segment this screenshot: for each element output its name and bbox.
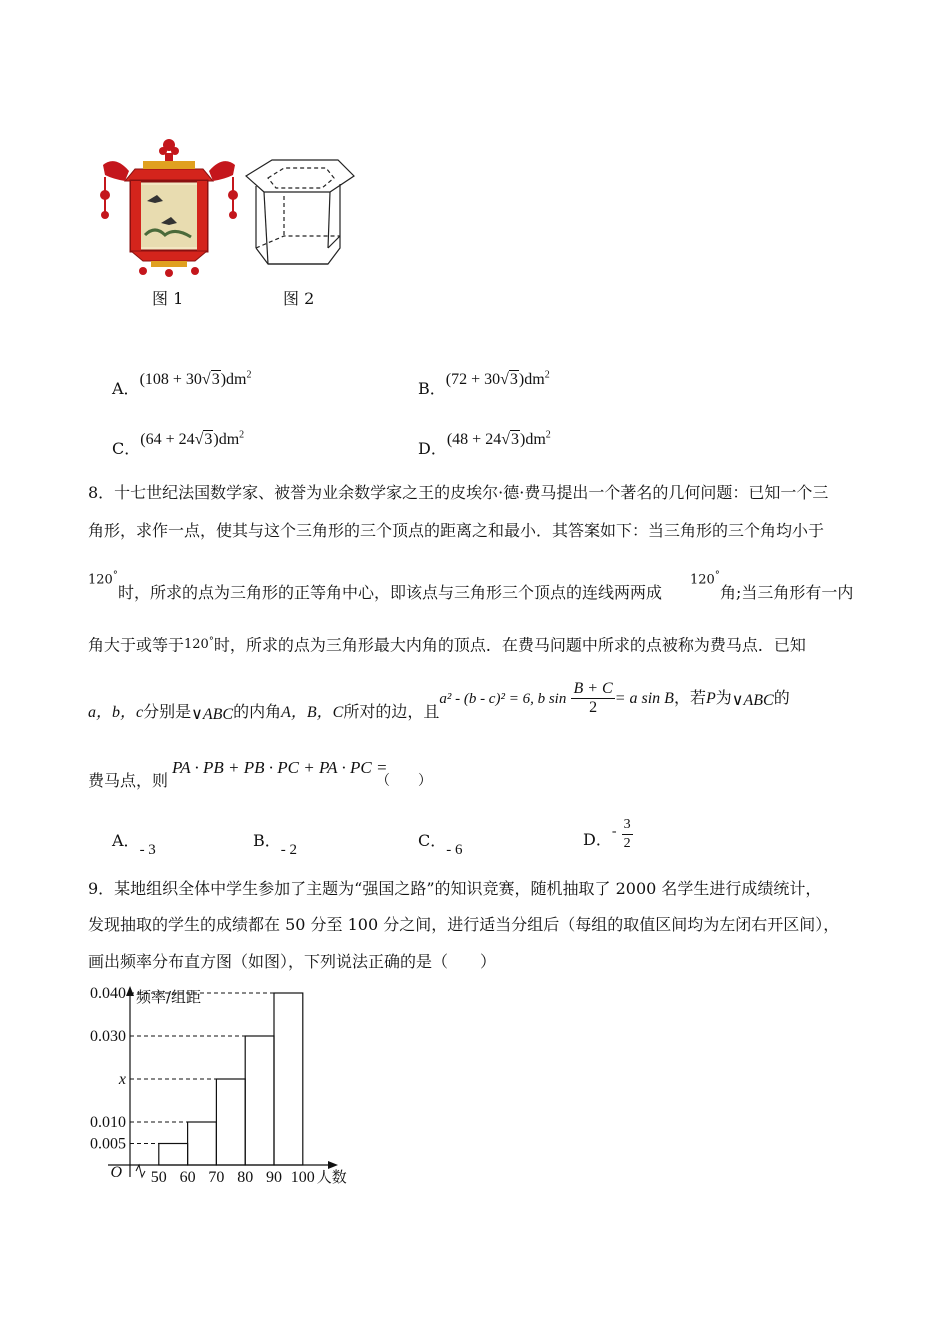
x-tick-label: 90 <box>266 1169 282 1185</box>
q8-option-c[interactable]: C．- 6 <box>418 831 463 858</box>
frequency-histogram <box>80 980 360 1185</box>
q8-expression: PA · PB + PB · PC + PA · PC = <box>172 758 388 777</box>
hex-prism-diagram <box>242 156 357 271</box>
y-axis-arrow <box>126 986 134 996</box>
q8-option-d[interactable]: D．- $\frac{3}{2}$ <box>583 817 631 851</box>
hex-prism-figure <box>242 156 357 271</box>
y-tick-label: 0.010 <box>90 1114 126 1131</box>
histogram-bar <box>245 1036 274 1165</box>
lantern-image <box>95 135 243 280</box>
q8-line-2: 角形，求作一点，使其与这个三角形的三个顶点的距离之和最小．其答案如下：当三角形的三个角均小于 <box>88 521 825 540</box>
x-tick-label: 60 <box>179 1169 196 1185</box>
q9-line-1: 9．某地组织全体中学生参加了主题为“强国之路”的知识竞赛，随机抽取了 2000 名学生进行成绩统计， <box>88 879 822 898</box>
q8-line-6a: 费马点，则 <box>88 771 169 790</box>
y-tick-label: 0.005 <box>90 1135 126 1153</box>
q7-option-c[interactable]: C．$(64 + 24√3)dm^2$ <box>112 430 245 459</box>
q7-option-a[interactable]: A．$(108 + 30√3)dm^2$ <box>112 370 252 399</box>
q8-fraction: $\frac{B + C}{2}$ <box>573 680 613 716</box>
q8-answer-paren: （ ） <box>376 773 432 789</box>
q7-option-b[interactable]: B．$(72 + 30√3)dm^2$ <box>418 370 550 399</box>
y-axis-label: 频率/组距 <box>136 988 202 1006</box>
y-tick-label: 0.030 <box>90 1028 126 1045</box>
x-tick-label: 50 <box>150 1169 167 1185</box>
q9-line-3: 画出频率分布直方图（如图），下列说法正确的是（ ） <box>88 952 497 971</box>
q8-angle-2: 120° <box>690 570 720 588</box>
origin-label: O <box>110 1164 122 1181</box>
y-tick-label: x <box>118 1071 126 1088</box>
histogram-svg <box>80 980 360 1185</box>
x-tick-label: 70 <box>208 1169 225 1185</box>
q7-option-d[interactable]: D．$(48 + 24√3)dm^2$ <box>418 430 551 459</box>
x-axis-label: 人数 <box>316 1168 347 1185</box>
axis-break-icon <box>136 1165 145 1177</box>
histogram-bar <box>274 993 303 1165</box>
q8-line-5: a，b，c分别是∨ABC的内角A，B，C所对的边，且a² - (b - c)² = 6, b sin $\frac{B + C}{2}$ = a sin B，若P为∨ABC的 <box>88 680 790 723</box>
q8-line-1: 8．十七世纪法国数学家、被誉为业余数学家之王的皮埃尔·德·费马提出一个著名的几何问题：已知一个三 <box>88 483 829 502</box>
q8-option-b[interactable]: B．- 2 <box>253 831 298 858</box>
histogram-bar <box>188 1122 217 1165</box>
histogram-bar <box>159 1144 188 1166</box>
x-tick-label: 80 <box>237 1169 254 1185</box>
lantern-figure <box>95 135 243 280</box>
figure-1-caption: 图 1 <box>152 289 184 308</box>
q9-line-2: 发现抽取的学生的成绩都在 50 分至 100 分之间，进行适当分组后（每组的取值区间均为左闭右开区间）， <box>88 915 840 934</box>
x-tick-label: 100 <box>290 1169 315 1185</box>
histogram-bar <box>216 1079 245 1165</box>
q8-line-3a: 时，所求的点为三角形的正等角中心，即该点与三角形三个顶点的连线两两成 <box>118 583 663 602</box>
figure-2-caption: 图 2 <box>283 289 315 308</box>
y-tick-label: 0.040 <box>90 985 126 1002</box>
q8-line-3b: 角;当三角形有一内 <box>720 583 854 602</box>
q8-option-a[interactable]: A．- 3 <box>112 831 156 858</box>
q8-line-4: 角大于或等于120°时，所求的点为三角形最大内角的顶点．在费马问题中所求的点被称为费马点．已知 <box>88 635 806 655</box>
q8-angle-1: 120° <box>88 570 118 588</box>
